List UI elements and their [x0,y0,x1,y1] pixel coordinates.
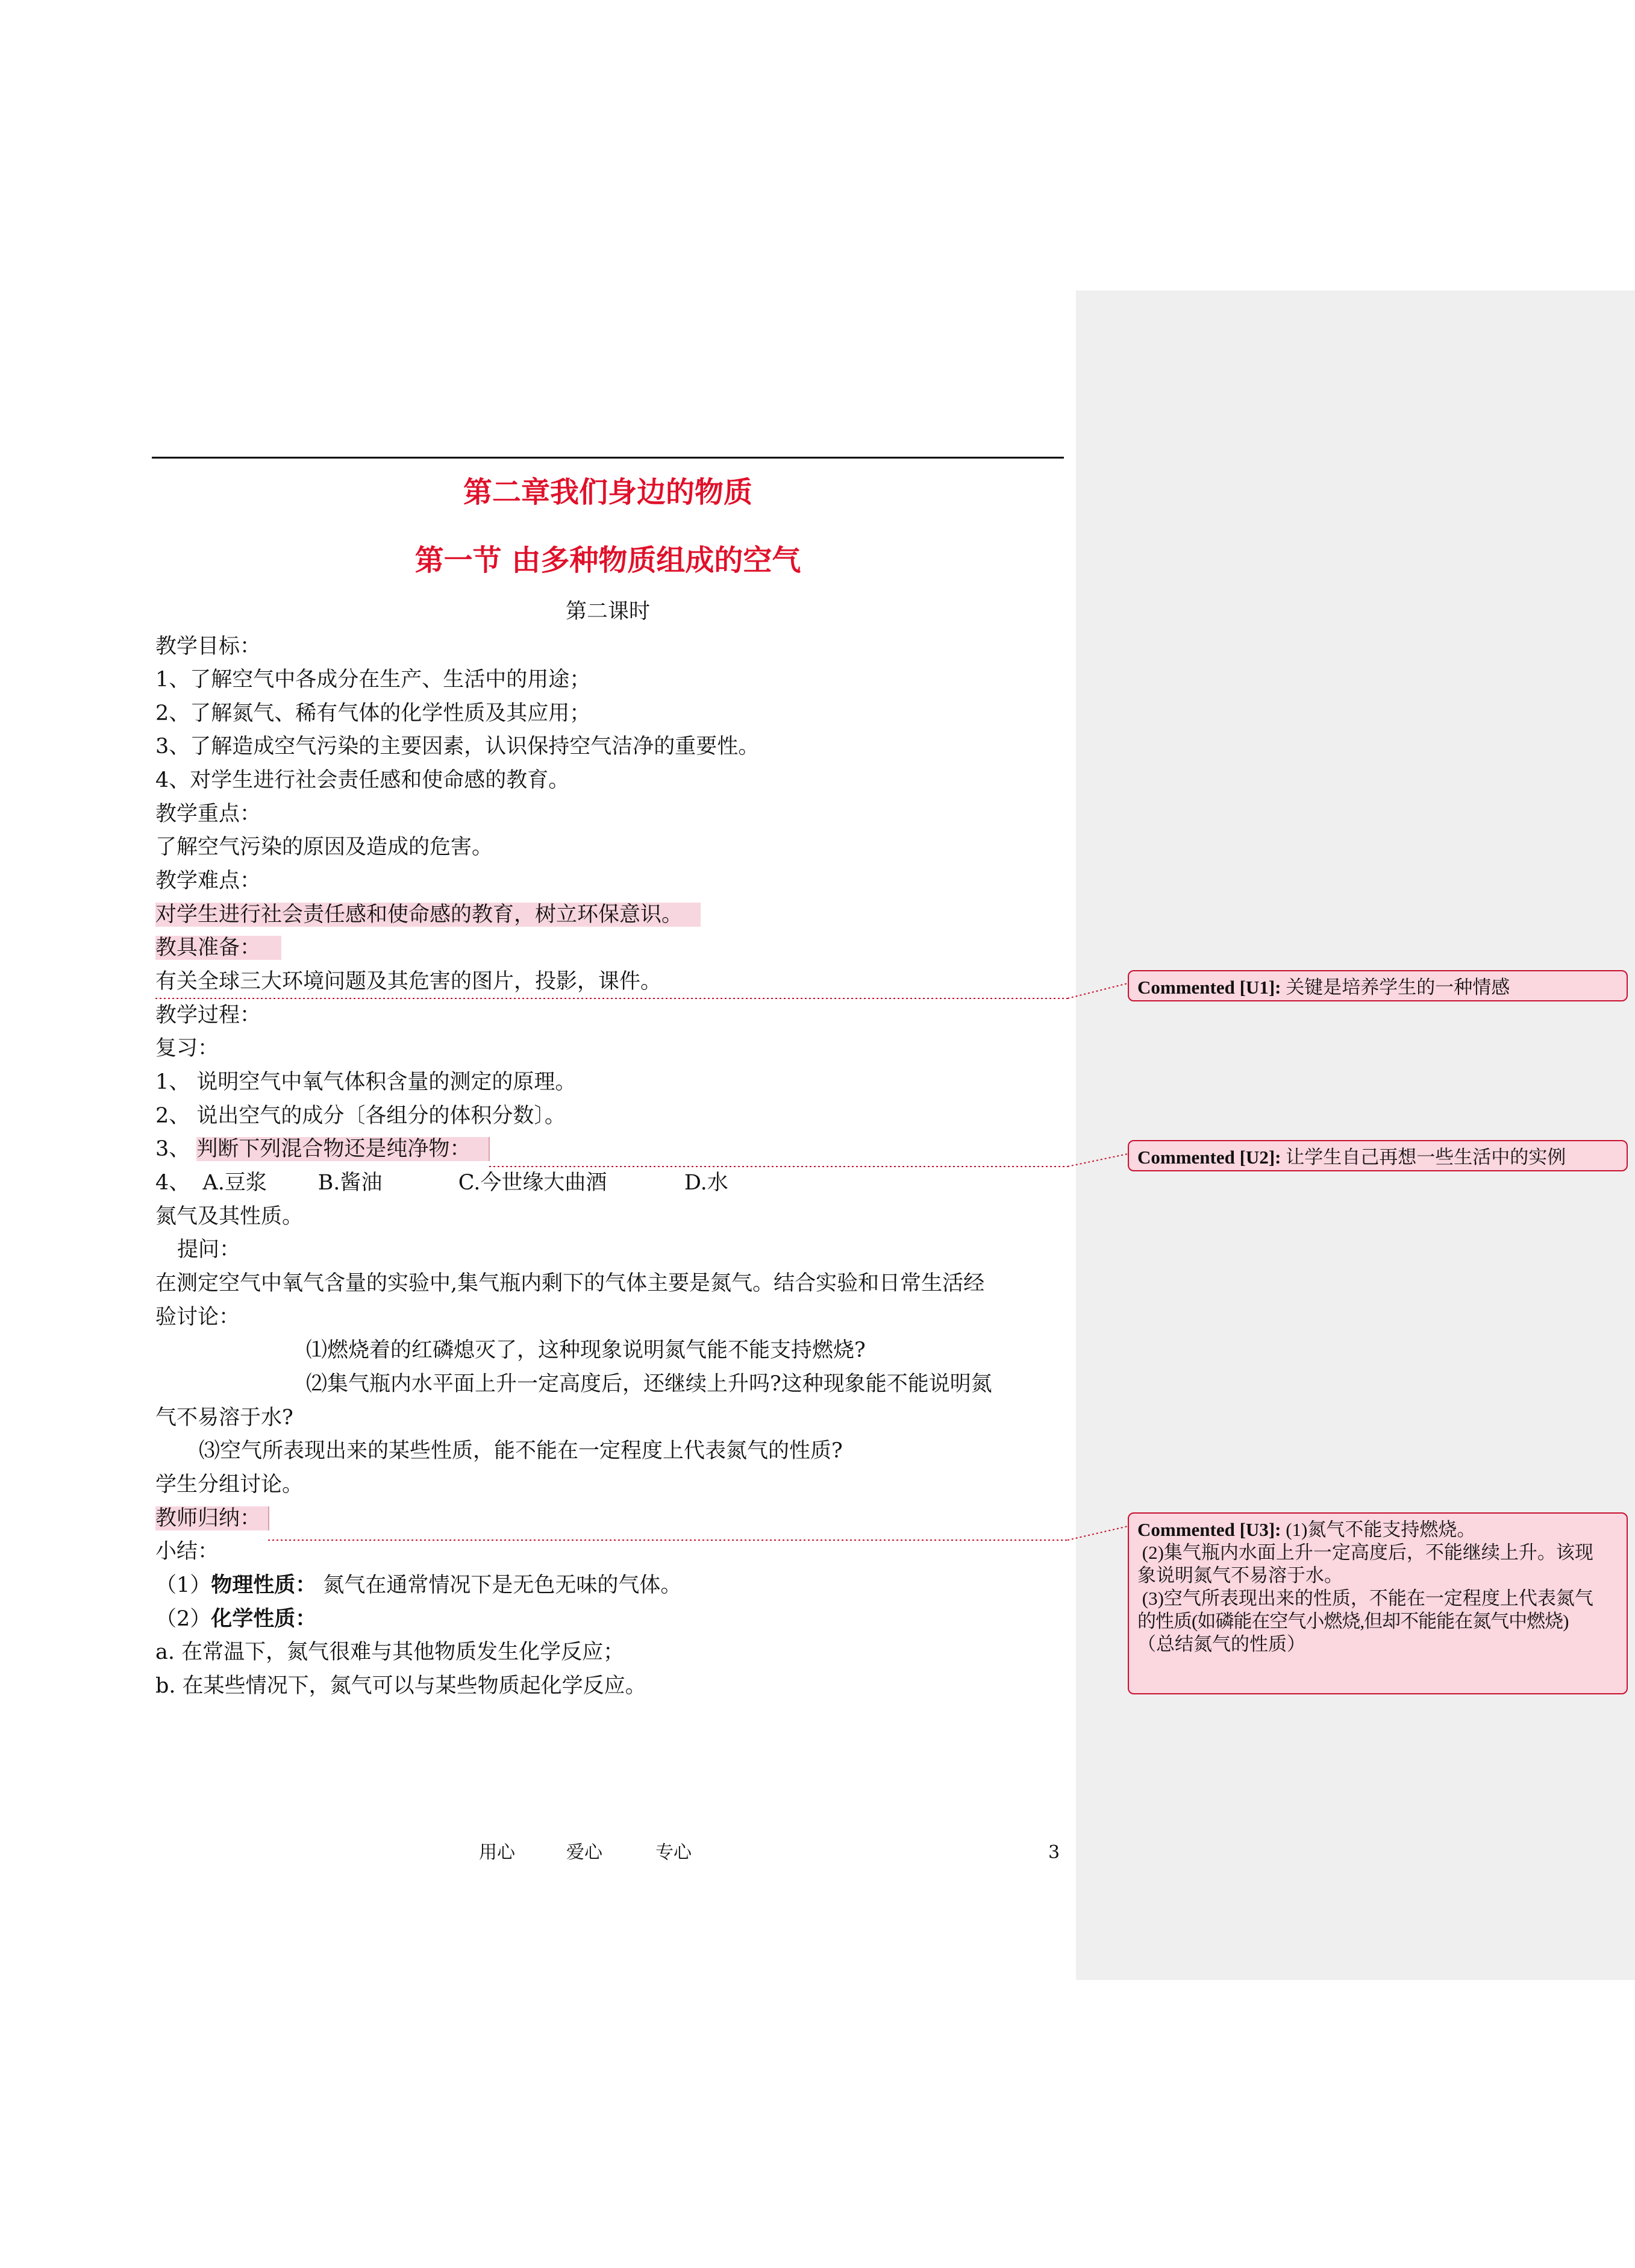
question-2-cont: 气不易溶于水? [155,1406,293,1430]
comment-u3-line: (3)空气所表现出来的性质，不能在一定程度上代表氮气 [1137,1588,1593,1609]
option-c: C.今世缘大曲酒 [458,1171,607,1195]
process-heading: 教学过程： [155,1003,261,1027]
teacher-summary: 教师归纳： [155,1506,269,1530]
lesson-subtitle: 第二课时 [565,600,650,624]
review-item-2: 2、 说出空气的成分〔各组分的体积分数〕。 [155,1104,566,1128]
comment-u3-line: 象说明氮气不易溶于水。 [1137,1565,1343,1586]
review-4-number: 4、 [155,1171,190,1195]
discuss-text: 学生分组讨论。 [155,1473,304,1497]
ask-heading: 提问： [177,1238,241,1262]
question-3: ⑶空气所表现出来的某些性质，能不能在一定程度上代表氮气的性质? [199,1439,843,1463]
comment-u2-text: 让学生自己再想一些生活中的实例 [1286,1147,1566,1168]
phys-number: （1） [155,1573,211,1597]
comment-u2-tag: Commented [U2]: [1137,1147,1281,1168]
question-1: ⑴燃烧着的红磷熄灭了，这种现象说明氮气能不能支持燃烧? [306,1338,866,1362]
nitrogen-heading: 氮气及其性质。 [155,1204,304,1229]
comment-u1[interactable] [1128,970,1628,1001]
comment-u1-text: 关键是培养学生的一种情感 [1286,977,1510,998]
chapter-title: 第二章我们身边的物质 [463,475,752,509]
footer-word: 爱心 [566,1842,602,1863]
chem-number: （2） [155,1607,211,1631]
connector-u3-diag [1068,1526,1128,1540]
option-b: B.酱油 [317,1171,383,1195]
chem-item-b: b. 在某些情况下，氮气可以与某些物质起化学反应。 [155,1674,646,1698]
connector-u2-diag [1068,1154,1128,1167]
option-d: D.水 [684,1171,728,1195]
goal-item: 2、了解氮气、稀有气体的化学性质及其应用； [155,701,591,725]
comment-u3-tag: Commented [U3]: [1137,1519,1281,1540]
goals-heading: 教学目标： [155,634,261,659]
review-heading: 复习： [155,1036,219,1060]
connector-u1-diag [1068,983,1128,998]
comment-u3-line: (2)集气瓶内水面上升一定高度后，不能继续上升。该现 [1137,1542,1593,1563]
goal-item: 3、了解造成空气污染的主要因素，认识保持空气洁净的重要性。 [155,735,760,759]
difficulty-highlight: 对学生进行社会责任感和使命感的教育，树立环保意识。 [155,903,701,927]
chem-label: 化学性质： [211,1606,317,1631]
comment-u3-line: 的性质(如磷能在空气小燃烧,但却不能能在氮气中燃烧) [1137,1611,1569,1632]
tools-heading: 教具准备： [155,936,281,960]
summary-heading: 小结： [155,1540,219,1564]
comment-u3[interactable] [1128,1512,1628,1694]
option-a: A.豆浆 [202,1171,267,1195]
review-item-1: 1、 说明空气中氧气体积含量的测定的原理。 [155,1070,577,1094]
tools-text: 有关全球三大环境问题及其危害的图片，投影，课件。 [155,970,662,994]
phys-label: 物理性质： [211,1573,317,1597]
question-2: ⑵集气瓶内水平面上升一定高度后，还继续上升吗?这种现象能不能说明氮 [306,1372,992,1396]
section-title: 第一节 由多种物质组成的空气 [414,544,801,577]
focus-heading: 教学重点： [155,802,261,826]
ask-text: 在测定空气中氧气含量的实验中,集气瓶内剩下的气体主要是氮气。结合实验和日常生活经 [155,1271,985,1295]
focus-text: 了解空气污染的原因及造成的危害。 [155,835,493,859]
comment-u3-line: (1)氮气不能支持燃烧。 [1286,1519,1476,1540]
comment-u3-line: （总结氮气的性质） [1137,1634,1305,1655]
chem-item-a: a. 在常温下，氮气很难与其他物质发生化学反应； [155,1640,625,1664]
goal-item: 1、了解空气中各成分在生产、生活中的用途； [155,668,591,692]
difficulty-heading: 教学难点： [155,869,261,893]
footer-word: 专心 [655,1842,692,1863]
goal-item: 4、对学生进行社会责任感和使命感的教育。 [155,768,570,792]
ask-text-cont: 验讨论： [155,1305,240,1329]
review-3-highlight: 判断下列混合物还是纯净物： [196,1137,490,1161]
comment-u1-tag: Commented [U1]: [1137,977,1281,998]
review-3-number: 3、 [155,1137,197,1161]
comment-u2[interactable] [1128,1140,1628,1171]
footer-word: 用心 [479,1842,515,1863]
page-number: 3 [1048,1842,1060,1863]
phys-text: 氮气在通常情况下是无色无味的气体。 [316,1573,682,1597]
